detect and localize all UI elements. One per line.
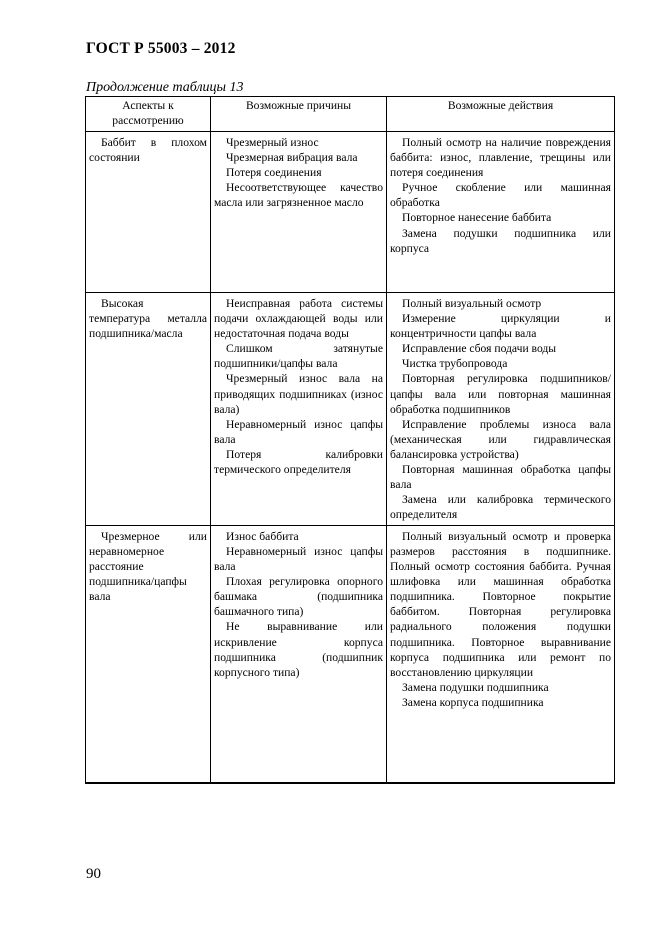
- cause-item: Неравномерный износ цапфы вала: [214, 545, 383, 574]
- cause-item: Плохая регулировка опорного башмака (подшипника башмачного типа): [214, 575, 383, 619]
- cause-item: Износ баббита: [226, 530, 299, 544]
- table-row: [86, 293, 615, 526]
- aspect-text: Баббит в плохом состоянии: [89, 136, 207, 165]
- action-item: Полный осмотр на наличие повреждения баббита: износ, плавление, трещины или потеря соединения: [390, 136, 611, 180]
- cause-item: Слишком затянутые подшипники/цапфы вала: [214, 342, 383, 371]
- action-item: Полный визуальный осмотр и проверка размеров расстояния в подшипнике. Полный осмотр состояния баббита. Ручная шлифовка или машинная обработка подшипника. Повторное покрытие баббитом. Повторная регулировка радиального положения подушки подшипника. Повторное выравнивание корпуса подшипника или ремонт по восстановлению циркуляции: [390, 530, 611, 679]
- cause-item: Потеря калибровки термического определителя: [214, 447, 383, 476]
- aspect-text: Чрезмерное или неравномерное расстояние подшипника/цапфы вала: [89, 530, 207, 604]
- action-item: Измерение циркуляции и концентричности цапфы вала: [390, 312, 611, 341]
- action-item: Исправление проблемы износа вала (механическая или гидравлическая балансировка устройства): [390, 417, 611, 461]
- cause-item: Чрезмерный износ вала на приводящих подшипниках (износ вала): [214, 372, 383, 416]
- table-header-row: [86, 97, 615, 132]
- cause-item: Неравномерный износ цапфы вала: [214, 417, 383, 446]
- actions-cell: [387, 526, 615, 783]
- action-item: Повторная регулировка подшипников/цапфы вала или повторная машинная обработка подшипников: [390, 372, 611, 416]
- column-header-causes: Возможные причины: [211, 97, 387, 132]
- action-item: Замена подушки подшипника или корпуса: [390, 226, 611, 255]
- action-item: Замена подушки подшипника: [402, 680, 549, 694]
- table-13: [85, 96, 615, 784]
- aspect-cell: [86, 293, 211, 526]
- actions-cell: [387, 293, 615, 526]
- column-header-aspects: Аспекты к рассмотрению: [86, 97, 211, 132]
- cause-item: Потеря соединения: [226, 166, 322, 180]
- table-row: [86, 132, 615, 293]
- causes-cell: [211, 293, 387, 526]
- action-item: Чистка трубопровода: [402, 357, 508, 371]
- table-caption: Продолжение таблицы 13: [86, 80, 244, 95]
- document-header: ГОСТ Р 55003 – 2012: [86, 40, 236, 57]
- cause-item: Неисправная работа системы подачи охлаждающей воды или недостаточная подача воды: [214, 297, 383, 341]
- aspect-text: Высокая температура металла подшипника/масла: [89, 297, 207, 341]
- page-number: 90: [86, 866, 101, 882]
- action-item: Повторное нанесение баббита: [402, 211, 552, 225]
- cause-item: Чрезмерная вибрация вала: [226, 151, 358, 165]
- action-item: Повторная машинная обработка цапфы вала: [390, 462, 611, 491]
- aspect-cell: [86, 526, 211, 783]
- actions-cell: [387, 132, 615, 293]
- action-item: Полный визуальный осмотр: [402, 297, 542, 311]
- causes-cell: [211, 132, 387, 293]
- cause-item: Не выравнивание или искривление корпуса подшипника (подшипник корпусного типа): [214, 620, 383, 679]
- causes-cell: [211, 526, 387, 783]
- action-item: Замена корпуса подшипника: [402, 695, 544, 709]
- column-header-actions: Возможные действия: [387, 97, 615, 132]
- table-row: [86, 526, 615, 783]
- action-item: Замена или калибровка термического определителя: [390, 492, 611, 521]
- cause-item: Чрезмерный износ: [226, 136, 319, 150]
- action-item: Исправление сбоя подачи воды: [402, 342, 557, 356]
- cause-item: Несоответствующее качество масла или загрязненное масло: [214, 181, 383, 210]
- action-item: Ручное скобление или машинная обработка: [390, 181, 611, 210]
- aspect-cell: [86, 132, 211, 293]
